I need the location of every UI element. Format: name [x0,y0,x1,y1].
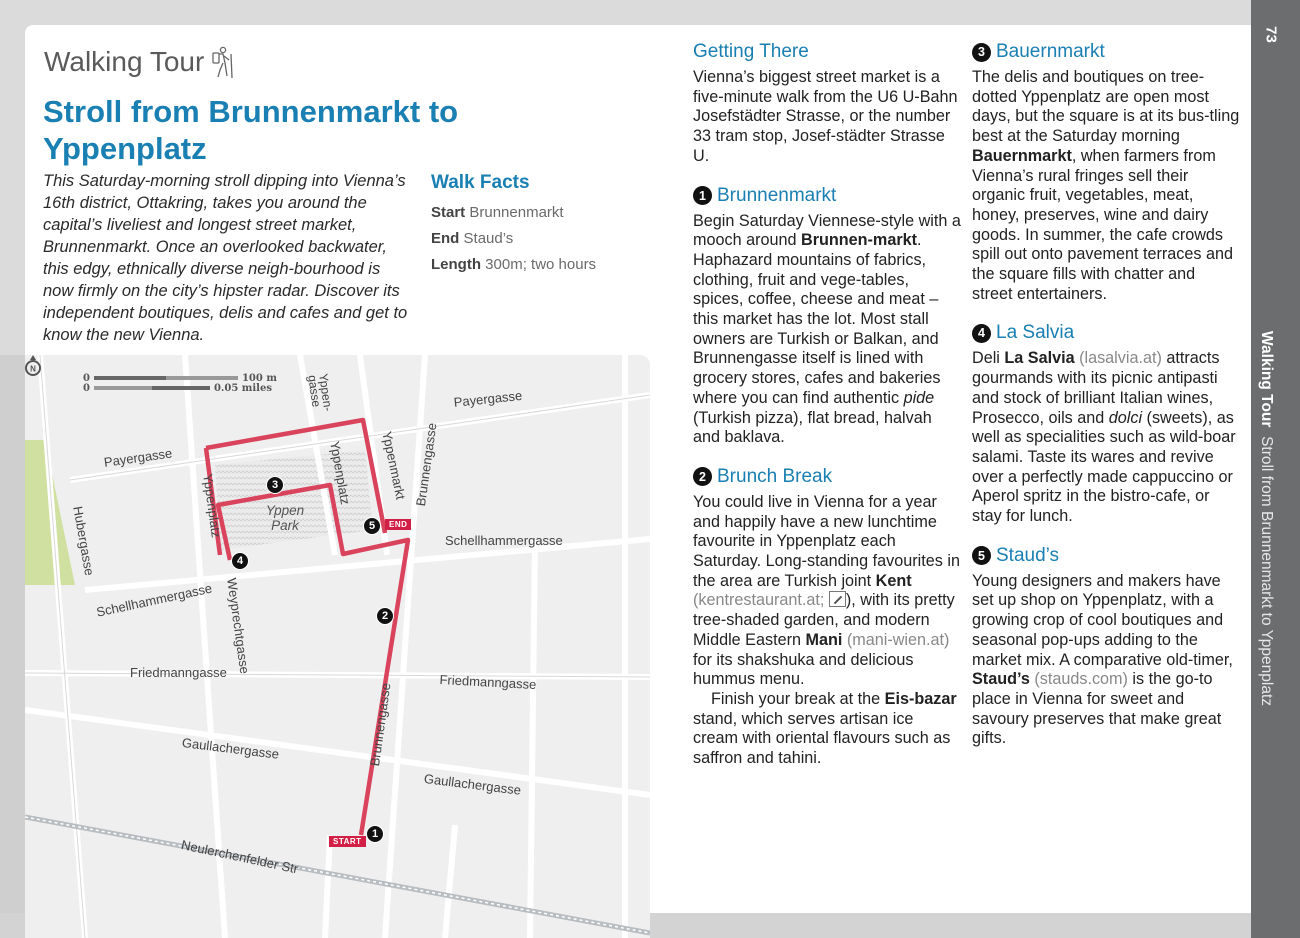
street-label-yppenplatz-west: Yppenplatz [200,473,224,539]
walk-fact-end [431,226,596,252]
text: stand, which serves artisan ice cream with oriental flavours such as saffron and tahini. [693,709,951,768]
stop-4-heading [972,321,1240,345]
place-name: Eis-bazar [884,689,957,708]
stop-number-icon: 2 [693,467,712,486]
street-label-gaullachergasse-west: Gaullachergasse [181,735,280,762]
page-title: Stroll from Brunnenmarkt to Yppenplatz [43,94,459,166]
scale-metric-label: 100 m [241,372,277,384]
street-label-friedmanngasse-west: Friedmanngasse [130,665,227,680]
fact-label: End [431,230,460,247]
stop-2-body [693,493,961,690]
svg-text:N: N [30,364,36,374]
stop-title: La Salvia [996,322,1075,344]
stop-number-icon: 4 [972,324,991,343]
text: You could live in Vienna for a year and happily have a new lunchtime favourite in Yppenplatz each Saturday. Long-standing favourites in the area are Turkish joint [693,492,960,590]
place-name: Mani [805,630,843,649]
map-stop-3[interactable]: 3 [266,476,284,494]
stop-number-icon: 3 [972,43,991,62]
fact-value: Staud’s [463,230,514,247]
street-label-yppenmarkt: Yppenmarkt [379,430,409,501]
text: (sweets), as well as specialities such as wild-boar salami. Taste its wares and revive over a perfectly made cappuccino or Aperol spritz in the bistro-cafe, or stay for lunch. [972,408,1236,526]
map-stop-2[interactable]: 2 [376,607,394,625]
street-label-brunnengasse-north: Brunnengasse [413,421,440,508]
term: dolci [1108,408,1143,427]
street-label-payergasse-east: Payergasse [453,387,523,410]
walk-facts [431,200,596,278]
street-label-friedmanngasse-east: Friedmanngasse [439,672,537,693]
getting-there-heading: Getting There [693,41,809,62]
stop-title: Bauernmarkt [996,41,1105,62]
text: Finish your break at the [711,689,885,708]
stop-number-icon: 1 [693,186,712,205]
park-label: Yppen Park [265,503,305,533]
scale-imperial-label: 0.05 miles [213,382,272,394]
stop-title: Staud’s [996,544,1060,566]
scale-metric [83,373,277,383]
place-name: Bauernmarkt [972,146,1072,165]
page-edge-left [0,355,25,938]
stop-5-heading [972,544,1240,568]
editors-pick-icon [829,591,846,607]
street-label-neulerchenfelder: Neulerchenfelder Str [179,837,300,877]
website-link[interactable]: (stauds.com) [1034,670,1128,689]
website-link[interactable]: (lasalvia.at) [1079,349,1162,368]
walk-fact-length [431,252,596,278]
walk-fact-start [431,200,596,226]
stop-3-heading [972,40,1240,64]
place-name: Staud’s [972,670,1030,689]
term: pide [903,388,935,407]
website-link[interactable]: (kentrestaurant.at; [693,591,829,610]
side-tab-section: Walking Tour [1258,331,1275,428]
walk-facts-title: Walk Facts [431,172,530,193]
street-label-payergasse-west: Payergasse [103,445,174,470]
stop-1-body [693,212,961,448]
scale-bar [94,376,166,380]
scale-imperial [83,383,277,393]
text-column-2 [972,40,1240,766]
stop-5-body [972,572,1240,749]
page-number: 73 [1262,26,1280,43]
street-label-gaullachergasse-east: Gaullachergasse [423,771,522,798]
street-label-brunnengasse-south: Brunnengasse [367,681,394,768]
place-name: Brunnen-markt [801,231,918,250]
scale-bar [152,386,210,390]
text: The delis and boutiques on tree-dotted Yppenplatz are open most days, but the square is at its bus-tling best at the Saturday morning [972,68,1240,146]
street-label-schellhammergasse-east: Schellhammergasse [445,533,563,548]
text-column-1 [693,40,961,769]
text: for its shakshuka and delicious hummus menu. [693,650,914,689]
map-stop-1[interactable]: 1 [366,825,384,843]
stop-3-body [972,68,1240,304]
section-kicker: Walking Tour [44,46,205,77]
place-name: La Salvia [1004,349,1075,368]
text: . Haphazard mountains of fabrics, clothing, fruit and vege-tables, spices, coffee, cheese and meat – this market has the lot. Most stall owners are Turkish or Balkan, and Brunnengasse itself is lined with grocery stores, cafes and bakeries where you can find authentic [693,231,941,407]
stop-4-body [972,349,1240,526]
intro-text: This Saturday-morning stroll dipping into Vienna’s 16th district, Ottakring, takes you around the capital’s liveliest and longest street market, Brunnenmarkt. Once an overlooked backwater, this edgy, ethnically diverse neigh-bourhood is now firmly on the city’s hipster radar. Discover its independent boutiques, delis and cafes and get to know the new Vienna. [43,172,408,344]
text: Deli [972,349,1005,368]
side-tab-chapter: Stroll from Brunnenmarkt to Yppenplatz [1258,436,1275,707]
map-stop-4[interactable]: 4 [231,552,249,570]
place-name: Kent [875,571,912,590]
text: attracts gourmands with its picnic antipasti and stock of brilliant Italian wines, Prosecco, oils and [972,349,1220,427]
end-tag: END [385,519,411,530]
text: is the go-to place in Vienna for sweet and savoury preserves that make great gifts. [972,670,1222,748]
scale-bar [94,386,152,390]
street-label-yppenplatz-east: Yppenplatz [327,440,354,506]
scale-bar [166,376,238,380]
text: Young designers and makers have set up shop on Yppenplatz, with a growing crop of cool boutiques and seasonal pop-ups adding to the market mix. A comparative old-timer, [972,571,1233,669]
text: ), with its pretty tree-shaded garden, and modern Middle Eastern [693,591,955,649]
walking-tour-map [25,355,650,938]
scale-zero: 0 [83,372,90,384]
stop-title: Brunch Break [717,465,833,487]
start-tag: START [329,836,366,847]
getting-there-body: Vienna’s biggest street market is a five-minute walk from the U6 U-Bahn Josefstädter Strasse, or the number 33 tram stop, Josef-städter Strasse U. [693,68,958,165]
stop-number-icon: 5 [972,546,991,565]
street-label-yppengasse: Yppen-gasse [305,372,336,413]
stop-2-body-cont [693,690,961,769]
stop-title: Brunnenmarkt [717,184,837,206]
text: (Turkish pizza), flat bread, halvah and baklava. [693,408,932,447]
text: Begin Saturday Viennese-style with a mooch around [693,211,961,250]
stop-2-heading [693,465,961,489]
fact-label: Start [431,204,466,221]
street-label-hubergasse: Hubergasse [70,505,98,577]
fact-value: 300m; two hours [485,256,597,273]
text: , when farmers from Vienna’s rural fringes sell their organic fruit, vegetables, meat, honey, preserves, wine and dairy goods. In summer, the cafe crowds spill out onto pavement terraces and the square fills with chatter and street entertainers. [972,146,1233,303]
stop-1-heading [693,184,961,208]
street-label-schellhammergasse-west: Schellhammergasse [95,580,214,620]
hiker-icon [208,46,236,80]
north-arrow-icon [25,355,41,377]
website-link[interactable]: (mani-wien.at) [846,630,950,649]
scale-zero: 0 [83,382,90,394]
fact-value: Brunnenmarkt [469,204,564,221]
map-scale [83,373,277,393]
street-label-weyprechtgasse: Weyprechtgasse [224,577,253,675]
side-tab-title [1257,331,1275,706]
fact-label: Length [431,256,481,273]
map-stop-5[interactable]: 5 [363,517,381,535]
